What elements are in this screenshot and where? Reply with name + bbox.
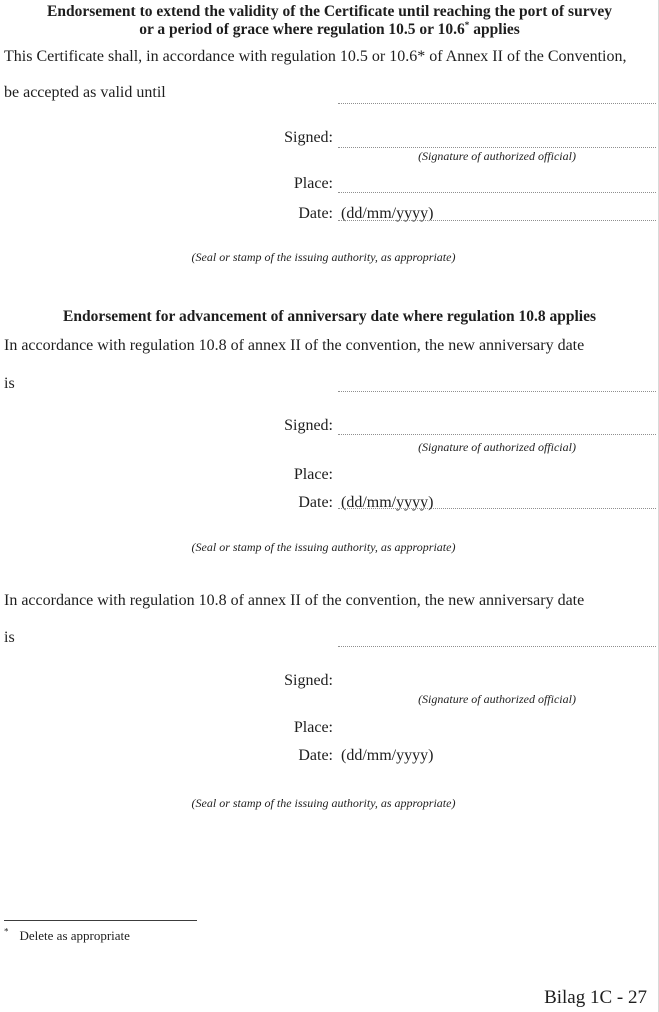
signed-label-2: Signed: bbox=[284, 417, 333, 434]
seal-caption-3: (Seal or stamp of the issuing authority, as appropriate) bbox=[191, 796, 456, 810]
footnote-mark: * bbox=[4, 926, 9, 937]
section3-body-line1: In accordance with regulation 10.8 of annex II of the convention, the new anniversary date bbox=[4, 592, 585, 609]
footnote bbox=[4, 928, 130, 944]
section3-body-line2: is bbox=[4, 629, 15, 646]
section2-title: Endorsement for advancement of anniversary date where regulation 10.8 applies bbox=[62, 308, 596, 325]
signature-caption-1: (Signature of authorized official) bbox=[418, 149, 576, 163]
footnote-reference-mark: * bbox=[464, 19, 470, 30]
signed-field-1[interactable] bbox=[338, 135, 656, 148]
valid-until-field[interactable] bbox=[338, 91, 656, 104]
section1-body-line1: This Certificate shall, in accordance with regulation 10.5 or 10.6* of Annex II of the Convention, bbox=[4, 48, 627, 65]
section2-body-line1: In accordance with regulation 10.8 of annex II of the convention, the new anniversary date bbox=[4, 337, 585, 354]
anniversary-date-field-1[interactable] bbox=[338, 379, 656, 392]
place-label-2: Place: bbox=[293, 466, 333, 483]
page-number: Bilag 1C - 27 bbox=[544, 987, 647, 1008]
signature-caption-2: (Signature of authorized official) bbox=[418, 440, 576, 454]
date-field-1[interactable] bbox=[338, 208, 656, 221]
date-format-hint-3: (dd/mm/yyyy) bbox=[341, 747, 434, 764]
seal-caption-1: (Seal or stamp of the issuing authority, as appropriate) bbox=[191, 250, 456, 264]
date-label-1: Date: bbox=[298, 205, 333, 222]
seal-caption-2: (Seal or stamp of the issuing authority, as appropriate) bbox=[191, 540, 456, 554]
signature-caption-3: (Signature of authorized official) bbox=[418, 692, 576, 706]
place-label-1: Place: bbox=[293, 175, 333, 192]
section2-body-line2: is bbox=[4, 375, 15, 392]
date-field-2[interactable] bbox=[338, 496, 656, 509]
section1-title-line2-tail: applies bbox=[473, 21, 520, 38]
section1-body-line2: be accepted as valid until bbox=[4, 84, 166, 101]
place-field-1[interactable] bbox=[338, 180, 656, 193]
footnote-divider bbox=[4, 920, 197, 921]
place-label-3: Place: bbox=[293, 719, 333, 736]
date-format-hint-1: (dd/mm/yyyy) bbox=[341, 205, 434, 222]
signed-field-2[interactable] bbox=[338, 422, 656, 435]
date-label-3: Date: bbox=[298, 747, 333, 764]
footnote-text: Delete as appropriate bbox=[19, 928, 130, 943]
section1-title-line2 bbox=[0, 21, 659, 39]
anniversary-date-field-2[interactable] bbox=[338, 634, 656, 647]
signed-label-1: Signed: bbox=[284, 129, 333, 146]
section1-title-line1: Endorsement to extend the validity of the Certificate until reaching the port of survey bbox=[47, 3, 612, 20]
signed-label-3: Signed: bbox=[284, 672, 333, 689]
section1-title-line2-text: or a period of grace where regulation 10.5 or 10.6 bbox=[139, 21, 465, 38]
date-format-hint-2: (dd/mm/yyyy) bbox=[341, 494, 434, 511]
date-label-2: Date: bbox=[298, 494, 333, 511]
